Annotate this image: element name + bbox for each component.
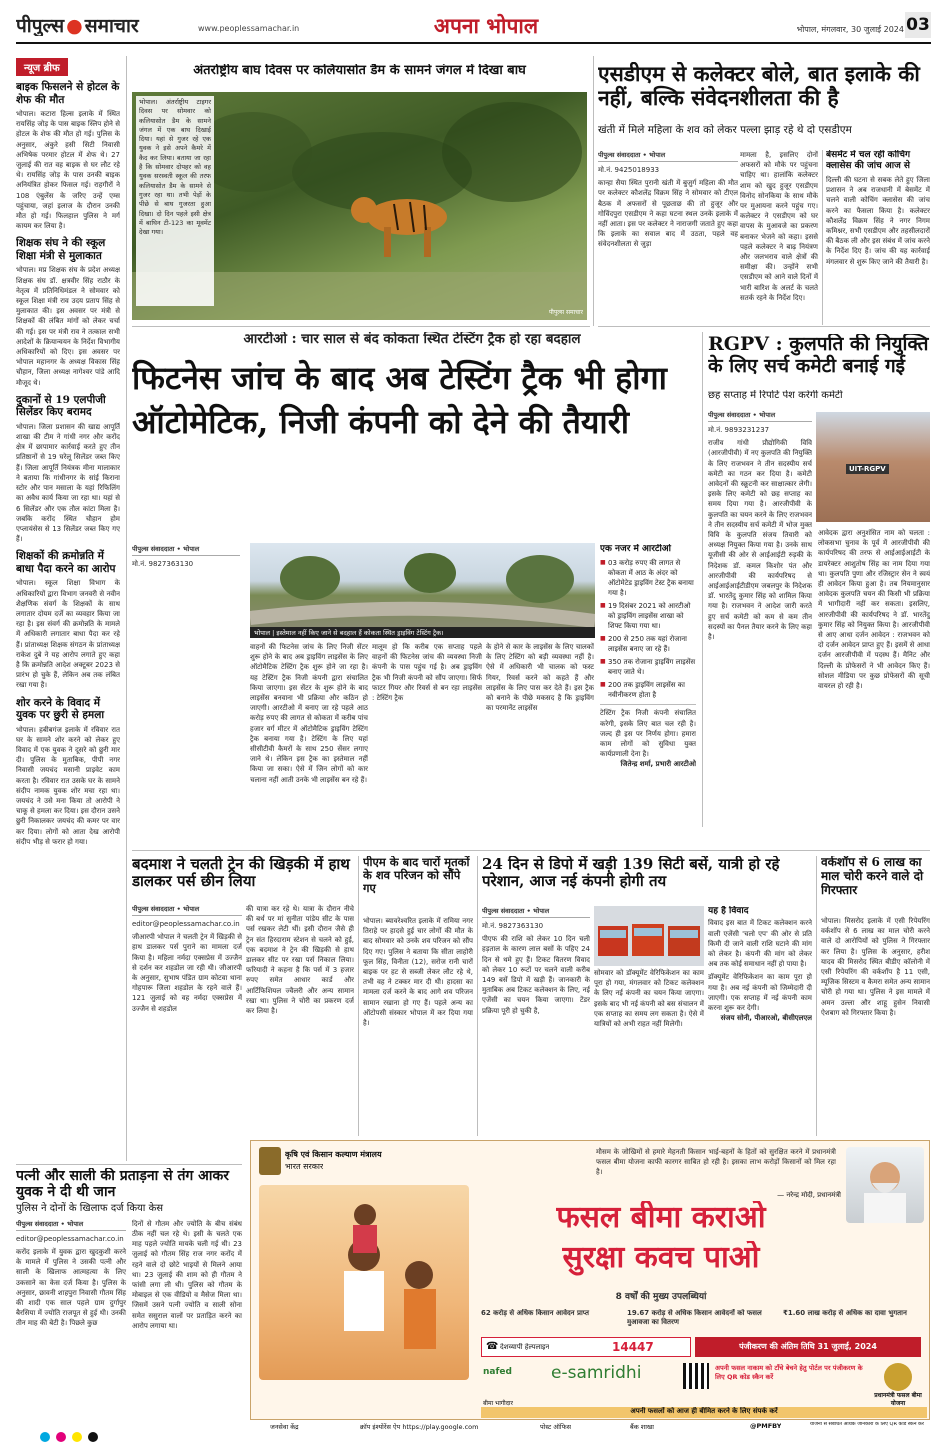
scheme-name: प्रधानमंत्री फसल बीमा योजना bbox=[874, 1392, 922, 1407]
byline: पीपुल्स संवाददाता • भोपाल bbox=[708, 410, 812, 422]
ad-footer: अपनी फसलों को आज ही बीमित करने के लिए संपर्क करें bbox=[481, 1407, 927, 1418]
train-headline: बदमाश ने चलती ट्रेन की खिड़की में हाथ डालकर पर्स छीन लिया bbox=[132, 856, 350, 891]
stat-3: ₹1.60 लाख करोड़ से अधिक का दावा भुगतान bbox=[783, 1309, 907, 1317]
helpline-number: 14447 bbox=[612, 1340, 654, 1354]
yellow-mark bbox=[72, 1432, 82, 1442]
photo-caption: भोपाल | इस्तेमाल नहीं किए जाने से बदहाल हैं कोकता स्थित ड्राइविंग टेस्टिंग ट्रैक। bbox=[250, 627, 595, 638]
glance-bullet: ■ 200 से 250 तक यहां रोजाना लाइसेंस बनाए जा रहे हैं। bbox=[600, 634, 696, 654]
rto-body-col1: वाहनों की फिटनेस जांच के लिए निजी सेंटर शुरू होने के बाद अब ड्राइविंग लाइसेंस के लिए ऑटोमैटिक टेस्टिंग ट्रैक शुरू होने जा रहा है। यह टेस्टिंग ट्रैक निजी कंपनी द्वारा संचालित किया जाएगा। इस सेंटर के शुरू होने के बाद लाइसेंस बनवाना भी प्रक्रिया और कठिन हो जाएगी। आरटीओ में बनाए जा रहे पहले आठ करोड़ रुपए की लागत से कोकता में करीब पांच हजार वर्ग मीटर में ऑटोमैटिक ड्राइविंग टेस्टिंग ट्रैक बनाया गया है। टेस्टिंग के लिए यहां सीसीटीवी कैमरों के साथ 250 सेंसर लगाए जाने थे। लेकिन इस ट्रैक का इस्तेमाल नहीं किया जा सका। ऐसे में जिन लोगों को कार चलाना नहीं आती उनके भी लाइसेंस बन रहे हैं। bbox=[250, 643, 368, 784]
column-rule bbox=[822, 150, 823, 325]
sdm-body: कान्हा सैया स्थित पुरानी खंती में बुजुर्ग महिला की मौत पर कलेक्टर कौशलेंद्र विक्रम सिंह ने सोमवार को टीएल बैठक में अफसरों से पूछताछ की तो हुजूर और गोविंदपुरा एसडीएम ने कहा घटना स्थल उनके इलाके में नहीं आता। इस पर कलेक्टर ने नाराजगी जताते हुए कहा कि इलाके का सवाल बाद में उठता, पहले वह संवेदनशीलता से जुड़ा bbox=[598, 179, 738, 249]
corner-text: योजना से संबंधित अधिक जानकारी के लिए QR कोड स्कैन करें bbox=[810, 1422, 924, 1427]
mobile-number: मो.नं. 9827363130 bbox=[482, 922, 544, 930]
stat-1: 62 करोड़ से अधिक किसान आवेदन प्राप्त bbox=[481, 1309, 589, 1317]
rgpv-article bbox=[708, 410, 812, 825]
brief-item bbox=[16, 550, 120, 690]
masthead bbox=[16, 8, 931, 44]
pm-quote-by: — नरेन्द्र मोदी, प्रधानमंत्री bbox=[777, 1191, 841, 1199]
site-url[interactable]: www.peoplessamachar.in bbox=[198, 24, 300, 33]
print-marks bbox=[0, 1432, 945, 1445]
brief-body: भोपाल। स्कूल शिक्षा विभाग के अधिकारियों द्वारा विभाग जनवरी से नवीन शैक्षणिक संवर्ग के शिक्षकों के साथ लगातार दोयम दर्जे का व्यवहार किया जा रहा है। इस संवर्ग की क्रमोन्नति के मामले में अधिकारी लगातार बाधा पैदा कर रहे हैं। प्रांताध्यक्ष शिक्षक संगठन के प्रांताध्यक्ष राकेश दुबे ने यह आरोप लगाते हुए कहा है कि क्रमोन्नति आदेश अक्टूबर 2023 से प्रारंभ हो चुके हैं, लेकिन अब तक लंबित रखा गया है। bbox=[16, 579, 120, 690]
scheme-icon bbox=[884, 1363, 912, 1391]
dateline: भोपाल, मंगलवार, 30 जुलाई 2024 bbox=[796, 25, 904, 34]
nafed-logo: nafed bbox=[483, 1367, 512, 1377]
achievements-title: 8 वर्षों की मुख्य उपलब्धियां bbox=[615, 1292, 707, 1302]
glance-box bbox=[600, 544, 696, 844]
logo-right: समाचार bbox=[84, 15, 139, 36]
section-rule bbox=[16, 1164, 242, 1165]
sdm-subtitle: खंती में मिले महिला के शव को लेकर पल्ला झाड़ रहे थे दो एसडीएम bbox=[598, 124, 852, 136]
column-rule bbox=[358, 856, 359, 1136]
email[interactable]: editor@peoplessamachar.co.in bbox=[132, 920, 240, 928]
csc-label: जनसेवा केंद्र bbox=[270, 1423, 299, 1431]
rgpv-body: राजीव गांधी प्रौद्योगिकी विवि (आरजीपीवी) में नए कुलपति की नियुक्ति के लिए राजभवन ने तीन सदस्यीय सर्च कमेटी का गठन कर दिया है। कमेटी आवेदनों की स्क्रूटनी कर साक्षात्कार लेगी। इसके लिए कमेटी को छह सप्ताह का समय दिया गया है। आरजीपीवी के कुलपति का चयन करने के लिए राजभवन ने तीन सदस्यीय सर्च कमेटी में भोज मुक्त विवि के कुलपति संजय तिवारी को अध्यक्ष नियुक्त किया गया है। उनके साथ यूजीसी की ओर से आईआईटी रुड़की के निदेशक डॉ. कमल किशोर पंत और आरजीपीवी की कार्यपरिषद से आईआईआईटीडीएम जबलपुर के निदेशक डॉ. भारतेंदु कुमार सिंह को शामिल किया गया है। राजभवन ने आदेश जारी करते हुए सर्च कमेटी को कम से कम तीन सदस्यों का पैनल तैयार करने के लिए कहा है। bbox=[708, 439, 812, 642]
byline: पीपुल्स संवाददाता • भोपाल bbox=[132, 904, 242, 916]
qr-code-icon[interactable] bbox=[683, 1363, 709, 1389]
portrait-image bbox=[846, 1147, 924, 1223]
glance-bullet: ■ 350 तक रोजाना ड्राइविंग लाइसेंस बनाए जाते थे। bbox=[600, 657, 696, 677]
mobile-number: मो.नं. 9893231237 bbox=[708, 426, 770, 434]
helpline-label: देशव्यापी हेल्पलाइन bbox=[500, 1343, 550, 1351]
black-mark bbox=[88, 1432, 98, 1442]
brief-body: भोपाल। हबीबगंज इलाके में रविवार रात घर के सामने शोर करने को लेकर हुए विवाद में एक युवक ने दूसरे को छुरी मार दी। पुलिस के मुताबिक, पीपी नगर निवासी जयचंद मसानी प्राइवेट काम करता है। रविवार रात उसके घर के सामने संदीप नामक युवक शोर मचा रहा था। जयचंद ने उसे मना किया तो आरोपी ने चाकू से हमला कर दिया। इस दौरान उसने छुरी निकालकर जयचंद की कमर पर वार कर दिया। लोगों को आता देख आरोपी संदीप भीड़ से फरार हो गया। bbox=[16, 725, 120, 846]
brief-item bbox=[16, 81, 120, 231]
workshop-body: भोपाल। मिसरोद इलाके में एसी रिपेयरिंग वर्कशॉप से 6 लाख का माल चोरी करने वाले दो आरोपियों को पुलिस ने गिरफ्तार कर लिया है। पुलिस के अनुसार, हरीश यादव की मिसरोद स्थित बीडीए कॉलोनी में एसी रिपेयरिंग की वर्कशॉप है 11 एसी, म्यूजिक सिस्टम व कैमरा समेत अन्य सामान चोरी हो गया था। पुलिस ने इस मामले में अमन उल्ला और शाहू हुसेन निवासी ऐशबाग को गिरफ्तार किया है। bbox=[821, 917, 930, 1017]
page-number: 03 bbox=[905, 12, 931, 38]
bank-label: बैंक शाखा bbox=[630, 1423, 654, 1431]
brief-item bbox=[16, 697, 120, 847]
tiger-photo bbox=[132, 92, 587, 320]
photo-credit: पीपुल्स समाचार bbox=[548, 309, 583, 316]
rto-kicker: आरटीओ : चार साल से बंद कोकता स्थित टेस्टिंग ट्रैक हो रहा बदहाल bbox=[243, 332, 581, 347]
brief-body: भोपाल। मप्र शिक्षक संघ के प्रदेश अध्यक्ष शिक्षक संघ डॉ. क्षत्रवीर सिंह राठौर के नेतृत्व में प्रतिनिधिमंडल ने सोमवार को स्कूल शिक्षा मंत्री राव उदय प्रताप सिंह से मुलाकात की। इस अवसर पर मंत्री से शिक्षकों की लंबित मांगों को लेकर चर्चा की गई। इस पर मंत्री राव ने तत्काल सभी आदेशों के क्रियान्वयन के निर्देश विभागीय अधिकारियों को दिए। इस अवसर पर भोपाल महानगर के अध्यक्ष विकास सिंह चौहान, जिला अध्यक्ष नागेश्वर पांडे आदि मौजूद थे। bbox=[16, 266, 120, 387]
brief-item bbox=[16, 394, 120, 544]
crop-insurance-ad[interactable] bbox=[250, 1140, 930, 1428]
brief-title: शिक्षक संघ ने की स्कूल शिक्षा मंत्री से मुलाकात bbox=[16, 237, 106, 262]
deadline-banner: पंजीकरण की अंतिम तिथि 31 जुलाई, 2024 bbox=[695, 1337, 921, 1357]
app-label[interactable]: क्रॉप इंश्योरेंस ऐप https://play.google.com bbox=[360, 1423, 479, 1431]
sdm-headline: एसडीएम से कलेक्टर बोले, बात इलाके की नहीं, बल्कि संवेदनशीलता की है bbox=[598, 62, 920, 111]
logo-left: पीपुल्स bbox=[16, 15, 65, 36]
helpline-box[interactable] bbox=[481, 1337, 691, 1357]
bus-dispute-box bbox=[708, 906, 812, 1136]
site-logo[interactable] bbox=[16, 12, 196, 36]
magenta-mark bbox=[56, 1432, 66, 1442]
news-brief-column bbox=[16, 56, 120, 1161]
brief-item bbox=[16, 237, 120, 387]
train-body-col2: की यात्रा कर रहे थे। यात्रा के दौरान नीचे की बर्थ पर मां सुनीता पांडेय सीट के पास पर्स रखकर लेटी थीं। इसी दौरान जैसे ही ट्रेन संत हिरदाराम स्टेशन से चलने को हुई, एक बदमाश ने ट्रेन की खिड़की से हाथ डालकर सीट पर रखा पर्स निकाल लिया। फरियादी ने कहना है कि पर्स में 3 हजार रुपए समेत आधार कार्ड और आर्टिफिशियल ज्वैलरी और अन्य सामान रखा था। पुलिस ने चोरी का प्रकरण दर्ज कर लिया है। bbox=[246, 905, 354, 1016]
ad-headline-2: सुरक्षा कवच पाओ bbox=[562, 1241, 760, 1275]
glance-bullet: ■ 19 दिसंबर 2021 को आरटीओ को ड्राइविंग लाइसेंस शाखा को शिफ्ट किया गया था। bbox=[600, 601, 696, 631]
dispute-title: यह है विवाद bbox=[708, 906, 749, 916]
rgpv-body-col2: आवेदक द्वारा अनुशंसित नाम को चलता : लोकसभा चुनाव के पूर्व में आरजीपीवी की कार्यपरिषद की तरफ से आईआईआईटी के डायरेक्टर आशुतोष सिंह का नाम दिया गया था। कुलपति पुणा और रजिस्ट्रार सेन ने स्वयं ही आवेदन किया हुआ है। तब नियमानुसार आवेदक कुलपति चयन की किसी भी प्रक्रिया में भागीदारी नहीं कर सकता। इसलिए, आरजीपीवी की कार्यपरिषद ने डॉ. भारतेंदु कुमार सिंह को नियुक्त किया है। आरजीपीवी से आए आधा दर्जन आवेदन : राजभवन को दो दर्जन आवेदन प्राप्त हुए हैं। इसमें से आधा दर्जन आरजीपीवी में पदस्थ हैं। मैनिट और दिल्ली के प्रोफेसरों ने भी आवेदन किए हैं। सोशल मीडिया पर कुछ प्रोफेसरों की सूची वायरल हो रही है। bbox=[818, 529, 930, 691]
tiger-headline: अंतर्राष्ट्रीय बाघ दिवस पर कलियासोत डैम के सामने जंगल में दिखा बाघ bbox=[193, 64, 526, 78]
column-rule bbox=[126, 56, 127, 1161]
news-brief-label: न्यूज ब्रीफ bbox=[16, 58, 68, 76]
ad-headline-1: फसल बीमा कराओ bbox=[556, 1201, 766, 1235]
section-rule bbox=[132, 326, 590, 327]
rgpv-photo bbox=[816, 412, 930, 522]
rto-body-col3: के होने से कार के लाइसेंस के लिए चालकों के लिए टेस्टिंग को बड़ी व्यवस्था नहीं है। ऐसे में अधिकारी भी चालक को फस्ट गियर, रिवर्स करने को कहते हैं और लाइसेंस के लिए पास कर देते हैं। इस ट्रैक को बनाने के पीछे मकसद है कि ड्राइविंग का परमानेंट लाइसेंस bbox=[486, 643, 594, 713]
brief-body: भोपाल। जिला प्रशासन की खाद्य आपूर्ति शाखा की टीम ने गांधी नगर और करोंद क्षेत्र में छापामार कार्रवाई करते हुए तीन प्रतिष्ठानों से 19 घरेलू सिलेंडर जब्त किए हैं। जिला आपूर्ति नियंत्रक मीना मालाकार ने बताया कि गांधीनगर के सांई किराना स्टोर और पान मसाला के यहां रिफिलिंग का अवैध कार्य किया जा रहा था। यहां से 6 सिलेंडर और एक तौल कांटा मिला है। जबकि करोंद स्थित चौहान होम एप्लायंसेस से 13 सिलेंडर जब्त किए गए हैं। bbox=[16, 422, 120, 544]
cyan-mark bbox=[40, 1432, 50, 1442]
section-rule bbox=[132, 850, 930, 851]
harass-headline: पत्नी और साली की प्रताड़ना से तंग आकर युवक ने दी थी जान bbox=[16, 1168, 229, 1201]
brief-title: दुकानों से 19 एलपीजी सिलेंडर किए बरामद bbox=[16, 393, 106, 419]
verify-body: डॉक्यूमेंट वेरिफिकेशन का काम पूरा हो गया है। अब नई कंपनी को जिम्मेदारी दी जाएगी। एक सप्ताह में नई कंपनी काम करना शुरू कर देगी। bbox=[708, 973, 812, 1012]
harass-body: करोंद इलाके में युवक द्वारा खुदकुशी करने के मामले में पुलिस ने उसकी पत्नी और साली के खिलाफ आत्महत्या के लिए उकसाने का केस दर्ज किया है। पुलिस के अनुसार, छावनी शाहपुरा निवासी गौतम सिंह की शादी एक साल पहले ग्राम दुर्गापुर बैरसिया में ज्योति राजपूत से हुई थी। उनकी तीन माह की बेटी है। पिछले कुछ bbox=[16, 1247, 126, 1328]
rgpv-photo-label: UIT-RGPV bbox=[846, 464, 889, 474]
social-handle[interactable]: @PMFBY bbox=[750, 1422, 782, 1430]
email[interactable]: editor@peoplessamachar.co.in bbox=[16, 1234, 124, 1243]
bus-image bbox=[594, 906, 704, 966]
harass-body-col2: दिनों से गौतम और ज्योति के बीच संबंध ठीक नहीं चल रहे थे। इसी के चलते एक माह पहले ज्योति मायके चली गई थी। 23 जुलाई को गौतम सिंह राज नगर करोंद में रहने वाले दो छोटे भाइयों से मिलने आया था। 23 जुलाई की शाम को ही गौतम ने फांसी लगा ली थी। पुलिस को गौतम के मोबाइल से एक वीडियो व मैसेज मिला था। जिसमें उसने पत्नी ज्योति व साली सोना समेत ससुराल वालों पर प्रताड़ित करने का आरोप लगाया था। bbox=[132, 1219, 242, 1330]
glance-title: एक नजर में आरटीओ bbox=[600, 544, 671, 554]
sdm-body-col2: मामला है, इसलिए दोनों अफसरों को मौके पर पहुंचना चाहिए था। हालांकि कलेक्टर शाम को खुद हुजूर एसडीएम विनोद सोनकिया के साथ मौके पर मुआयना करने पहुंच गए। कलेक्टर ने एसडीएम को घर वापस के मुआवजे का प्रकरण बनाकर भेजने को कहा। इससे पहले कलेक्टर ने बाढ़ नियंत्रण और जलभराव वाले क्षेत्रों की समीक्षा की। उन्होंने सभी एसडीएम को आने वाले दिनों में भारी बारिश के अलर्ट के चलते सतर्क रहने के निर्देश दिए। bbox=[740, 151, 818, 302]
emblem-icon bbox=[259, 1147, 281, 1175]
verify-by: संजय सोनी, पीआरओ, बीसीएलएल bbox=[720, 1014, 812, 1023]
workshop-headline: वर्कशॉप से 6 लाख का माल चोरी करने वाले दो गिरफ्तार bbox=[821, 856, 924, 897]
section-title: अपना भोपाल bbox=[433, 13, 539, 38]
bus-body-col2: सोमवार को डॉक्यूमेंट वेरिफिकेशन का काम पूरा हो गया, मंगलवार को टिकट कलेक्शन के लिए नई कंपनी का चयन किया जाएगा। इसके बाद भी नई कंपनी को बस संचालन में एक सप्ताह का समय लग सकता है। ऐसे में यात्रियों को अभी राहत नहीं मिलेगी। bbox=[594, 969, 704, 1029]
phone-icon: ☎ bbox=[486, 1341, 499, 1352]
brief-body: भोपाल। कटारा हिल्स इलाके में स्थित रायसिंह जोड़ के पास बाइक स्लिप होने से होटल के शेफ की मौत हो गई। पुलिस के अनुसार, अंकुरे हसी सिटी निवासी अभिषेक परमार होटल में शेफ थे। 27 जुलाई की रात वह बाइक से घर लौट रहे थे। रायसिंह जोड़ के पास उनकी बाइक अनियंत्रित होकर फिसल गई। राहगीरों ने 108 एंबुलेंस के जरिए उन्हें एम्स पहुंचाया, जहां इलाज के दौरान उनकी मौत हो गई। फिलहाल पुलिस ने मर्ग कायम कर लिया है। bbox=[16, 110, 120, 231]
family-image bbox=[259, 1185, 469, 1380]
ministry-name: कृषि एवं किसान कल्याण मंत्रालय bbox=[285, 1150, 382, 1159]
column-rule bbox=[477, 856, 478, 1136]
bus-body: पीएफ की राशि को लेकर 10 दिन चली हड़ताल के कारण लाल बसों के पहिए 24 दिन से थमे हुए हैं। टिकट वितरण विवाद को लेकर 10 रूटों पर चलने वाली करीब 149 बसें डिपो में खड़ी हैं। जानकारी के मुताबिक अब टिकट कलेक्शन के लिए, नई एजेंसी का चयन किया जाएगा। टेंडर प्रक्रिया पूरी हो चुकी है, bbox=[482, 935, 590, 1015]
mobile-number: मो.नं. 9425018933 bbox=[598, 166, 660, 174]
govt-name: भारत सरकार bbox=[285, 1162, 324, 1171]
pm-headline: पीएम के बाद चारों मृतकों के शव परिजन को सौंपे गए bbox=[363, 856, 470, 896]
byline: पीपुल्स संवाददाता • भोपाल bbox=[482, 906, 590, 918]
post-office-label: पोस्ट ऑफिस bbox=[540, 1423, 571, 1431]
column-rule bbox=[702, 332, 703, 827]
glance-bullet: ■ 200 तक ड्राइविंग लाइसेंस का नवीनीकरण होता है bbox=[600, 680, 696, 700]
byline: पीपुल्स संवाददाता • भोपाल bbox=[598, 150, 738, 162]
glance-bullet: ■ 03 करोड़ रुपए की लागत से कोकता में आठ के अंदर को ऑटोमेटेड ड्राइविंग टेस्ट ट्रैक बनाया गया है। bbox=[600, 558, 696, 598]
brief-title: शोर करने के विवाद में युवक पर छुरी से हमला bbox=[16, 696, 105, 722]
rto-article-start bbox=[132, 544, 240, 844]
pm-body: भोपाल। ब्यावरेश्वरित इलाके में रामिया नगर तिराहे पर हादसे हुई चार लोगों की मौत के बाद सोमवार को उनके शव परिजन को सौंप दिए गए। पुलिस ने बताया कि सीता लाहोरी फूल सिंह, विनीता (12), सरोज रानी चारों बाइक पर हट से सब्जी लेकर लौट रहे थे, तभी वह ने टक्कर मार दी थी। हादसा का मामला दर्ज करने के बाद आगे शव परिजन सामान रखाना हो गए हैं। पहले अन्य का ऑटोपसी संस्कार भोपाल में कर दिया गया है। bbox=[363, 917, 473, 1028]
bus-headline: 24 दिन से डिपो में खड़ी 139 सिटी बसें, यात्री हो रहे परेशान, आज नई कंपनी होगी तय bbox=[482, 856, 780, 891]
byline: पीपुल्स संवाददाता • भोपाल bbox=[16, 1219, 126, 1231]
train-article bbox=[132, 904, 242, 1136]
glance-quote: टेस्टिंग ट्रैक निजी कंपनी संचालित करेगी, इसके लिए बात चल रही है। जल्द ही इस पर निर्णय होगा। हमारा काम लोगों को सुविधा युक्त कार्यप्रणाली देना है। bbox=[600, 704, 696, 759]
column-rule bbox=[816, 856, 817, 1136]
glance-quote-by: जितेन्द्र शर्मा, प्रभारी आरटीओ bbox=[620, 760, 696, 769]
sdm-article bbox=[598, 150, 738, 325]
rto-headline: फिटनेस जांच के बाद अब टेस्टिंग ट्रैक भी होगा ऑटोमेटिक, निजी कंपनी को देने की तैयारी bbox=[132, 359, 667, 441]
mobile-number: मो.नं. 9827363130 bbox=[132, 560, 194, 568]
harass-article bbox=[16, 1168, 242, 1430]
scheme-logo bbox=[871, 1363, 925, 1409]
insurer-label: बीमा भागीदार bbox=[483, 1400, 513, 1407]
column-rule bbox=[593, 56, 594, 326]
section-rule bbox=[598, 326, 930, 327]
ad-bottom-strip bbox=[250, 1419, 930, 1432]
stat-2: 19.67 करोड़ से अधिक किसान आवेदनों को फसल मुआवजा का वितरण bbox=[627, 1309, 762, 1326]
family-photo bbox=[259, 1185, 469, 1380]
qr-text: अपनी फसल नाकाम को टाँचे बेचने हेतु पोर्टल पर पंजीकरण के लिए QR कोड स्कैन करें bbox=[715, 1364, 863, 1381]
tiger-inline-text: भोपाल। अंतर्राष्ट्रीय टाइगर दिवस पर सोमवार को कलियासोत डैम के सामने जंगल में एक बाघ दिखाई दिया। यहां से गुजर रहे एक युवक ने इसे अपने कैमरे में कैद कर लिया। बताया जा रहा है कि सोमवार दोपहर को वह युवक सरस्वती स्कूल की तरफ कलियासोत डैम के सामने से गुजर रहा था। तभी पेड़ों के पीछे से बाघ गुजरता हुआ दिखा। दो दिन पहले इसी क्षेत्र में बाघिन टी-123 का मूवमेंट देखा गया। bbox=[136, 96, 214, 306]
track-image bbox=[250, 543, 595, 638]
dispute-body: विवाद इस बात में टिकट कलेक्शन करने वाली एजेंसी 'चलो एप' की ओर से प्रति किमी दी जाने वाली राशि घटाने की मांग को लेकर है। कंपनी की मांग को लेकर अब तक कोई समाधान नहीं हो पाया है। bbox=[708, 919, 812, 969]
train-body: जीआरपी भोपाल ने चलती ट्रेन में खिड़की से हाथ डालकर पर्स पुराने का मामला दर्ज किया है। महिला नर्मदा एक्सप्रेस में उज्जैन से दर्शन कर शहडोल जा रही थी। जीआरपी के अनुसार, सुभाष पंडित ग्राम कोटवा थाना गोहपारू जिला शहडोल के रहने वाले हैं। 121 जुलाई को वह नर्मदा एक्सप्रेस में उज्जैन से शहडोल bbox=[132, 933, 242, 1013]
brief-title: बाइक फिसलने से होटल के शेफ की मौत bbox=[16, 81, 120, 106]
pm-portrait bbox=[846, 1147, 924, 1223]
logo-dot-icon: ● bbox=[66, 15, 83, 36]
bus-article bbox=[482, 906, 590, 1136]
rto-track-photo bbox=[250, 543, 595, 638]
esamridhi-logo: e-samridhi bbox=[551, 1363, 642, 1383]
tiger-figure-icon bbox=[351, 197, 447, 257]
rto-body-col2: मालूम हो कि करीब एक सप्ताह पहले वाहनों की फिटनेस जांच की व्यवस्था निजी कंपनी के पास पहुंच गई है। अब ड्राइविंग ट्रैक भी निजी कंपनी को सौंप जाएगा। सिर्फ फाटर गियर और रिवर्स से बन रहा लाइसेंस : टेस्टिंग ट्रैक bbox=[372, 643, 482, 703]
rgpv-subtitle: छह सप्ताह में रिपोर्ट पेश करेगी कमेटी bbox=[708, 390, 843, 401]
brief-title: शिक्षकों की क्रमोन्नति में बाधा पैदा करने का आरोप bbox=[16, 550, 116, 575]
rgpv-headline: RGPV : कुलपति की नियुक्ति के लिए सर्च कमेटी बनाई गई bbox=[708, 334, 929, 377]
basement-article bbox=[826, 150, 930, 325]
harass-subtitle: पुलिस ने दोनों के खिलाफ दर्ज किया केस bbox=[16, 1203, 164, 1215]
bus-photo bbox=[594, 906, 704, 966]
basement-title: बेसमेंट में चल रहीं कोचिंग क्लासेस की जांच आज से bbox=[826, 150, 911, 171]
pm-quote: मौसम के जोखिमों से हमारे मेहनती किसान भाई-बहनों के हितों को सुरक्षित करने में प्रधानमंत्री फसल बीमा योजना काफी कारगर साबित हो रही है। इसका लाभ करोड़ों किसानों को मिल रहा है। bbox=[596, 1148, 836, 1176]
basement-body: दिल्ली की घटना से सबक लेते हुए जिला प्रशासन ने अब राजधानी में बेसमेंट में चलने वाली कोचिंग क्लासेस की जांच करने का फैसला किया है। कलेक्टर कौशलेंद्र विक्रम सिंह ने नगर निगम कमिश्नर, सभी एसडीएम और तहसीलदारों की बैठक ली और इस संबंध में जांच करने के निर्देश दिए हैं। जांच की यह कार्रवाई मंगलवार से शुरू किए जाने की तैयारी है। bbox=[826, 176, 930, 266]
byline: पीपुल्स संवाददाता • भोपाल bbox=[132, 544, 240, 556]
